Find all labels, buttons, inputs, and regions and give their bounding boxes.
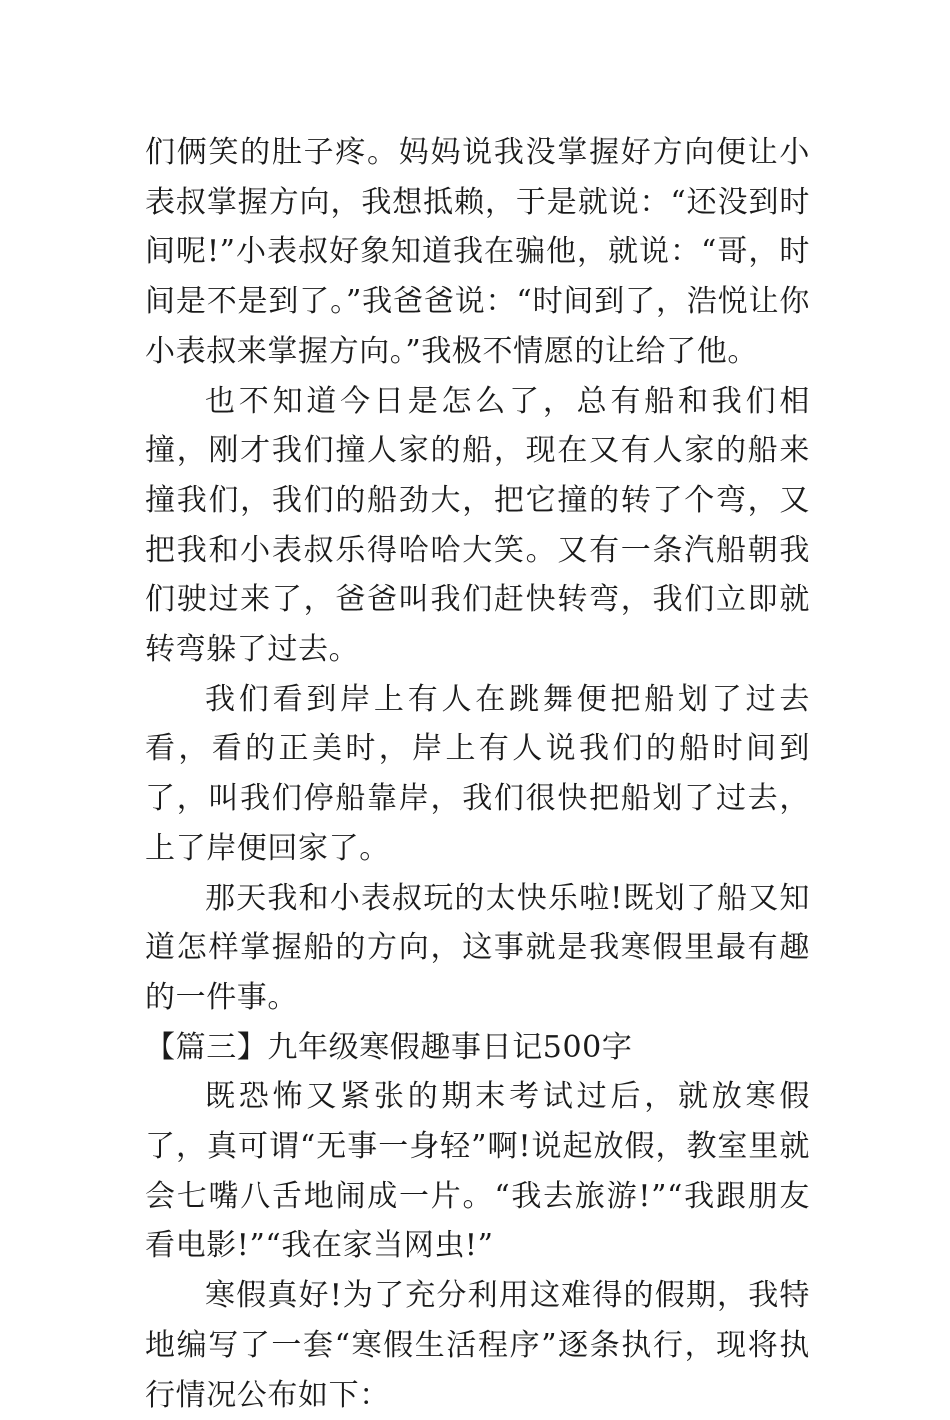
paragraph-2: 也不知道今日是怎么了，总有船和我们相撞，刚才我们撞人家的船，现在又有人家的船来撞我们，我们的船劲大，把它撞的转了个弯，又把我和小表叔乐得哈哈大笑。又有一条汽船朝我们驶过来了，爸爸叫我们赶快转弯，我们立即就转弯躲了过去。 xyxy=(145,383,810,668)
paragraph-3: 我们看到岸上有人在跳舞便把船划了过去看，看的正美时，岸上有人说我们的船时间到了，叫我们停船靠岸，我们很快把船划了过去，上了岸便回家了。 xyxy=(145,681,810,866)
section-heading: 【篇三】九年级寒假趣事日记500字 xyxy=(145,1029,633,1065)
paragraph-1: 们俩笑的肚子疼。妈妈说我没掌握好方向便让小表叔掌握方向，我想抵赖，于是就说：“还没到时间呢!”小表叔好象知道我在骗他，就说：“哥，时间是不是到了。”我爸爸说：“时间到了，浩悦让你小表叔来掌握方向。”我极不情愿的让给了他。 xyxy=(145,135,810,369)
paragraph-6: 寒假真好!为了充分利用这难得的假期，我特地编写了一套“寒假生活程序”逐条执行，现将执行情况公布如下： xyxy=(145,1278,810,1413)
document-body xyxy=(145,128,810,1420)
paragraph-5: 既恐怖又紧张的期末考试过后，就放寒假了，真可谓“无事一身轻”啊!说起放假，教室里就会七嘴八舌地闹成一片。“我去旅游!”“我跟朋友看电影!”“我在家当网虫!” xyxy=(145,1079,810,1264)
paragraph-4: 那天我和小表叔玩的太快乐啦!既划了船又知道怎样掌握船的方向，这事就是我寒假里最有趣的一件事。 xyxy=(145,880,810,1015)
